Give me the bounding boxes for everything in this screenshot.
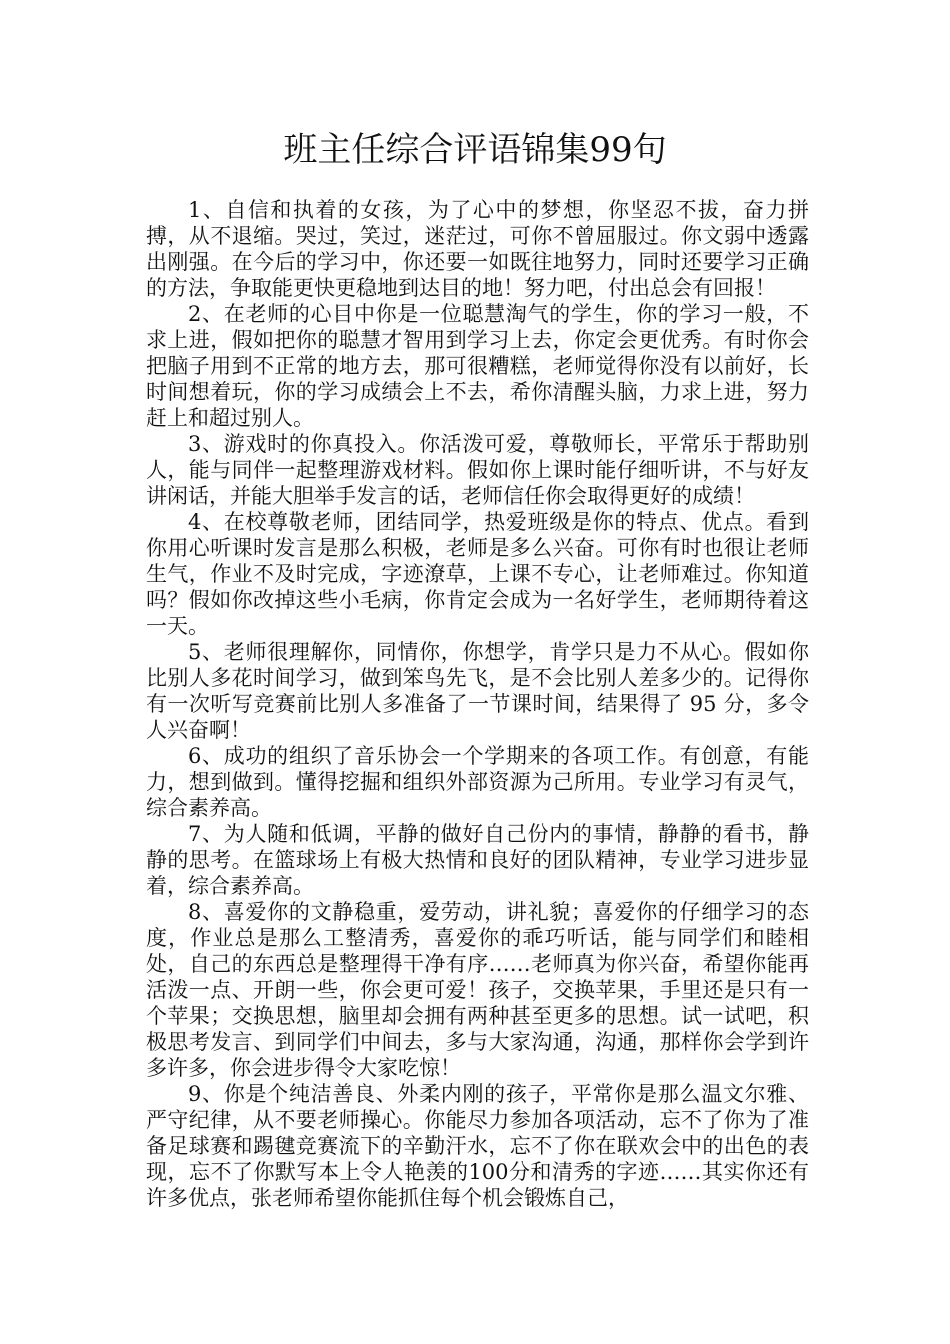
paragraph-1: 1、自信和执着的女孩，为了心中的梦想，你坚忍不拔，奋力拼搏，从不退缩。哭过，笑过，迷茫过，可你不曾屈服过。你文弱中透露出刚强。在今后的学习中，你还要一如既往地努力，同时还要学习正确的方法，争取能更快更稳地到达目的地！努力吧，付出总会有回报！: [146, 198, 809, 300]
paragraph-3: 3、游戏时的你真投入。你活泼可爱，尊敬师长，平常乐于帮助别人，能与同伴一起整理游戏材料。假如你上课时能仔细听讲，不与好友讲闲话，并能大胆举手发言的话，老师信任你会取得更好的成绩！: [146, 432, 809, 508]
paragraph-9: 9、你是个纯洁善良、外柔内刚的孩子，平常你是那么温文尔雅、严守纪律，从不要老师操心。你能尽力参加各项活动，忘不了你为了准备足球赛和踢毽竞赛流下的辛勤汗水，忘不了你在联欢会中的出色的表现，忘不了你默写本上令人艳羡的100分和清秀的字迹……其实你还有许多优点，张老师希望你能抓住每个机会锻炼自己，: [146, 1082, 809, 1210]
paragraph-8: 8、喜爱你的文静稳重，爱劳动，讲礼貌；喜爱你的仔细学习的态度，作业总是那么工整清秀，喜爱你的乖巧听话，能与同学们和睦相处，自己的东西总是整理得干净有序……老师真为你兴奋，希望你能再活泼一点、开朗一些，你会更可爱！孩子，交换苹果，手里还是只有一个苹果；交换思想，脑里却会拥有两种甚至更多的思想。试一试吧，积极思考发言、到同学们中间去，多与大家沟通，沟通，那样你会学到许多许多，你会进步得令大家吃惊！: [146, 900, 809, 1080]
paragraph-5: 5、老师很理解你，同情你，你想学，肯学只是力不从心。假如你比别人多花时间学习，做到笨鸟先飞，是不会比别人差多少的。记得你有一次听写竞赛前比别人多准备了一节课时间，结果得了 95 分，多令人兴奋啊！: [146, 640, 809, 742]
paragraph-7: 7、为人随和低调，平静的做好自己份内的事情，静静的看书，静静的思考。在篮球场上有极大热情和良好的团队精神，专业学习进步显着，综合素养高。: [146, 822, 809, 898]
document-title: 班主任综合评语锦集99句: [283, 130, 667, 170]
document-body: [146, 197, 809, 1211]
paragraph-6: 6、成功的组织了音乐协会一个学期来的各项工作。有创意，有能力，想到做到。懂得挖掘和组织外部资源为己所用。专业学习有灵气，综合素养高。: [146, 744, 809, 820]
paragraph-4: 4、在校尊敬老师，团结同学，热爱班级是你的特点、优点。看到你用心听课时发言是那么积极，老师是多么兴奋。可你有时也很让老师生气，作业不及时完成，字迹潦草，上课不专心，让老师难过。你知道吗？假如你改掉这些小毛病，你肯定会成为一名好学生，老师期待着这一天。: [146, 510, 809, 638]
paragraph-2: 2、在老师的心目中你是一位聪慧淘气的学生，你的学习一般，不求上进，假如把你的聪慧才智用到学习上去，你定会更优秀。有时你会把脑子用到不正常的地方去，那可很糟糕，老师觉得你没有以前好，长时间想着玩，你的学习成绩会上不去，希你清醒头脑，力求上进，努力赶上和超过别人。: [146, 302, 809, 430]
